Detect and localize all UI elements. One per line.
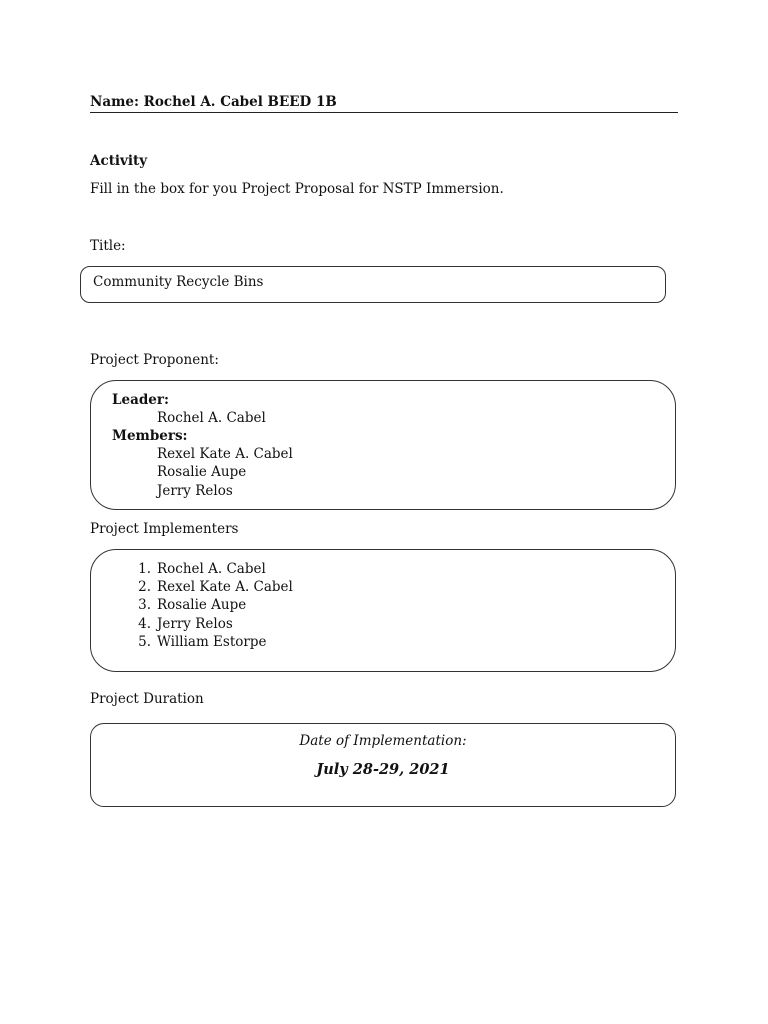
member-item: Jerry Relos — [157, 483, 233, 499]
member-item: Rosalie Aupe — [157, 464, 247, 480]
list-item — [138, 633, 293, 651]
list-number: 3. — [138, 597, 151, 614]
implementers-list — [135, 560, 293, 651]
proponent-box — [90, 380, 676, 510]
duration-box — [90, 723, 676, 807]
date-label: Date of Implementation: — [299, 733, 467, 749]
list-item — [138, 615, 293, 633]
list-number: 1. — [138, 561, 151, 577]
list-item — [138, 596, 293, 614]
title-value: Community Recycle Bins — [93, 274, 264, 290]
list-number: 4. — [138, 615, 151, 632]
implementer-name: Rexel Kate A. Cabel — [157, 579, 293, 596]
implementer-name: Jerry Relos — [157, 615, 233, 632]
implementers-box — [90, 549, 676, 672]
activity-instruction: Fill in the box for you Project Proposal for NSTP Immersion. — [90, 181, 504, 197]
leader-name: Rochel A. Cabel — [157, 410, 266, 426]
duration-label: Project Duration — [90, 691, 204, 707]
list-number: 5. — [138, 633, 151, 650]
member-item: Rexel Kate A. Cabel — [157, 446, 293, 462]
implementer-name: Rosalie Aupe — [157, 597, 247, 614]
activity-heading: Activity — [90, 153, 148, 169]
date-value: July 28-29, 2021 — [316, 761, 450, 778]
student-name-line: Name: Rochel A. Cabel BEED 1B — [90, 94, 678, 113]
leader-label: Leader: — [112, 392, 169, 408]
list-item — [138, 560, 293, 578]
members-label: Members: — [112, 428, 188, 444]
title-box — [80, 266, 666, 303]
title-label: Title: — [90, 238, 126, 254]
list-number: 2. — [138, 579, 151, 596]
proponent-label: Project Proponent: — [90, 352, 219, 368]
list-item — [138, 578, 293, 596]
implementer-name: William Estorpe — [157, 633, 267, 650]
implementers-label: Project Implementers — [90, 521, 239, 537]
implementer-name: Rochel A. Cabel — [157, 561, 266, 577]
